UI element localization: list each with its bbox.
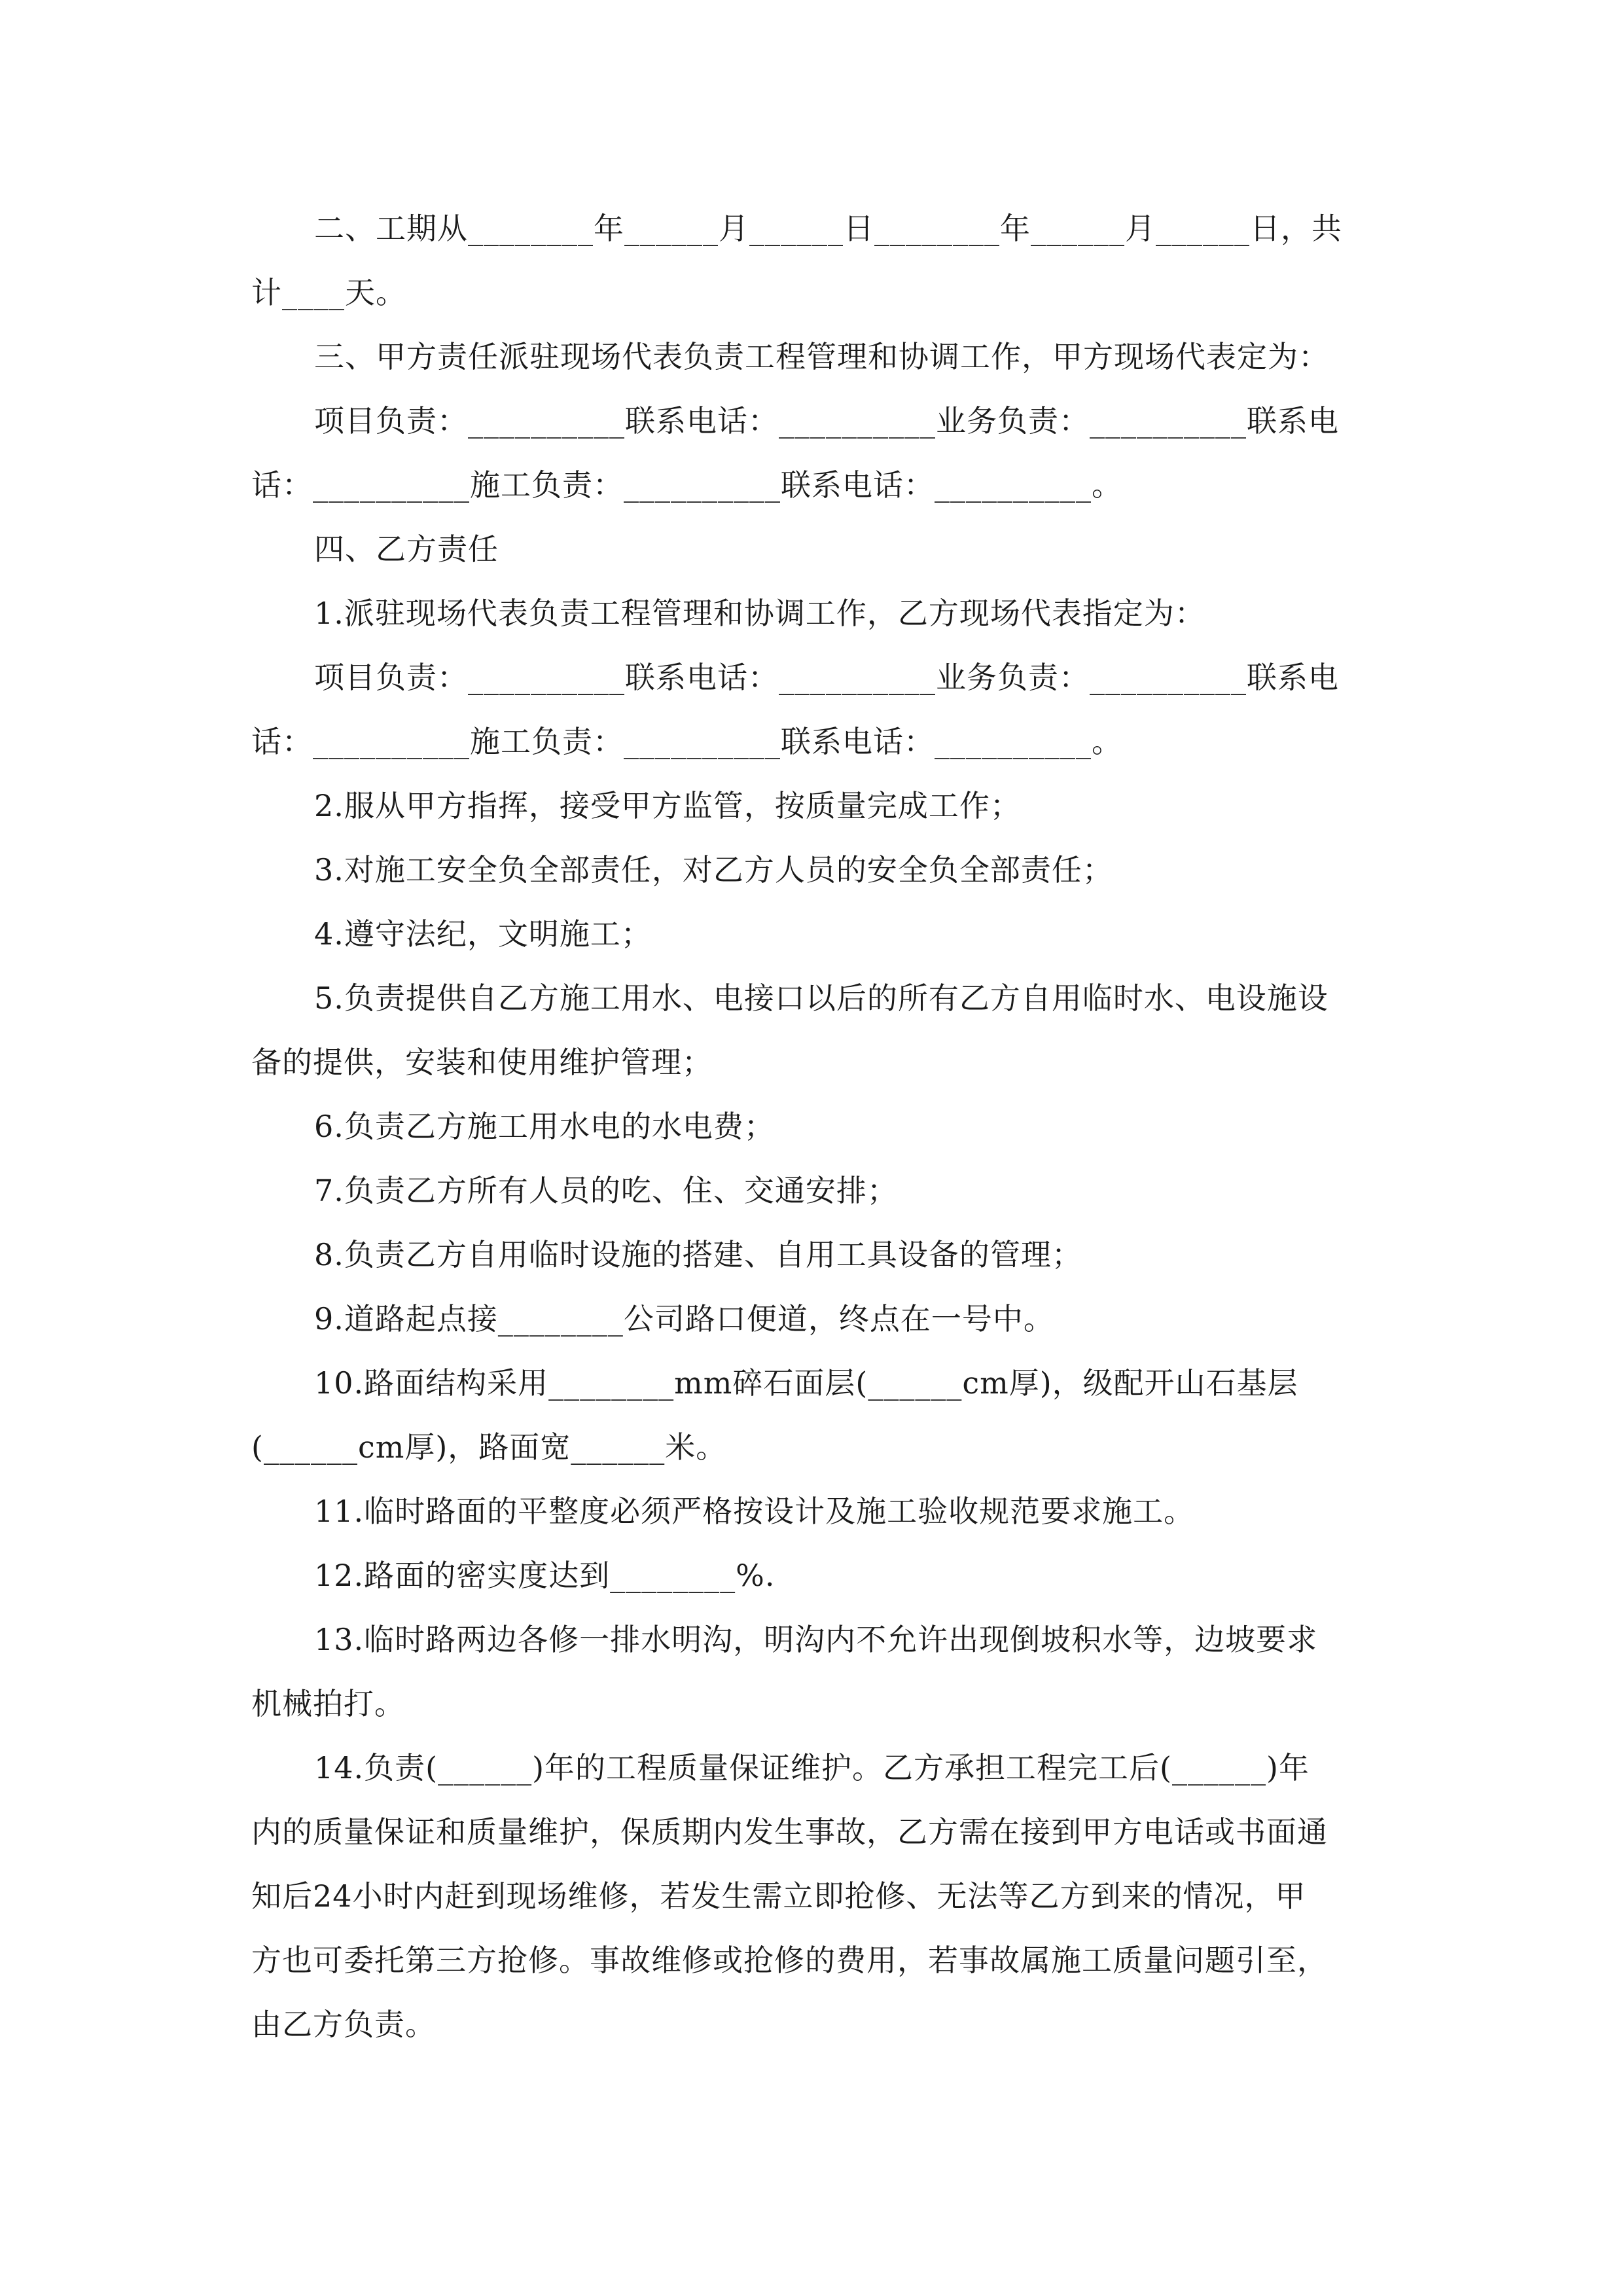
item-14-line-5: 由乙方负责。: [251, 2007, 436, 2042]
item-9: 9.道路起点接________公司路口便道，终点在一号中。: [314, 1301, 1054, 1336]
item-2: 2.服从甲方指挥，接受甲方监管，按质量完成工作；: [314, 788, 1021, 823]
item-3: 3.对施工安全负全部责任，对乙方人员的安全负全部责任；: [314, 852, 1113, 888]
clause-2-line-1: 二、工期从________年______月______日________年______月______日，共: [314, 211, 1342, 246]
contract-body: [251, 196, 1383, 2056]
party-a-contacts-line-1: 项目负责：__________联系电话：__________业务负责：__________联系电: [314, 403, 1339, 439]
item-1: 1.派驻现场代表负责工程管理和协调工作，乙方现场代表指定为：: [314, 596, 1205, 631]
clause-2-line-2: 计____天。: [251, 275, 406, 310]
item-5-line-1: 5.负责提供自乙方施工用水、电接口以后的所有乙方自用临时水、电设施设: [314, 980, 1329, 1016]
item-5-line-2: 备的提供，安装和使用维护管理；: [251, 1045, 713, 1080]
item-13-line-2: 机械拍打。: [251, 1686, 405, 1721]
item-10-line-2: (______cm厚)，路面宽______米。: [251, 1429, 727, 1465]
clause-4-heading: 四、乙方责任: [314, 531, 499, 567]
item-14-line-3: 知后24小时内赶到现场维修，若发生需立即抢修、无法等乙方到来的情况，甲: [251, 1878, 1306, 1914]
party-b-contacts-line-1: 项目负责：__________联系电话：__________业务负责：__________联系电: [314, 660, 1339, 695]
item-6: 6.负责乙方施工用水电的水电费；: [314, 1109, 775, 1144]
item-12: 12.路面的密实度达到________%.: [314, 1558, 776, 1593]
item-7: 7.负责乙方所有人员的吃、住、交通安排；: [314, 1173, 898, 1208]
item-13-line-1: 13.临时路两边各修一排水明沟，明沟内不允许出现倒坡积水等，边坡要求: [314, 1622, 1318, 1657]
party-a-contacts-line-2: 话：__________施工负责：__________联系电话：__________。: [251, 467, 1122, 503]
item-8: 8.负责乙方自用临时设施的搭建、自用工具设备的管理；: [314, 1237, 1082, 1272]
item-14-line-4: 方也可委托第三方抢修。事故维修或抢修的费用，若事故属施工质量问题引至，: [251, 1943, 1328, 1978]
item-14-line-1: 14.负责(______)年的工程质量保证维护。乙方承担工程完工后(______)年: [314, 1750, 1310, 1785]
party-b-contacts-line-2: 话：__________施工负责：__________联系电话：__________。: [251, 724, 1122, 759]
item-14-line-2: 内的质量保证和质量维护，保质期内发生事故，乙方需在接到甲方电话或书面通: [251, 1814, 1328, 1850]
item-11: 11.临时路面的平整度必须严格按设计及施工验收规范要求施工。: [314, 1494, 1195, 1529]
item-4: 4.遵守法纪，文明施工；: [314, 916, 652, 952]
clause-3-heading: 三、甲方责任派驻现场代表负责工程管理和协调工作，甲方现场代表定为：: [314, 339, 1329, 374]
item-10-line-1: 10.路面结构采用________mm碎石面层(______cm厚)，级配开山石基层: [314, 1365, 1298, 1401]
